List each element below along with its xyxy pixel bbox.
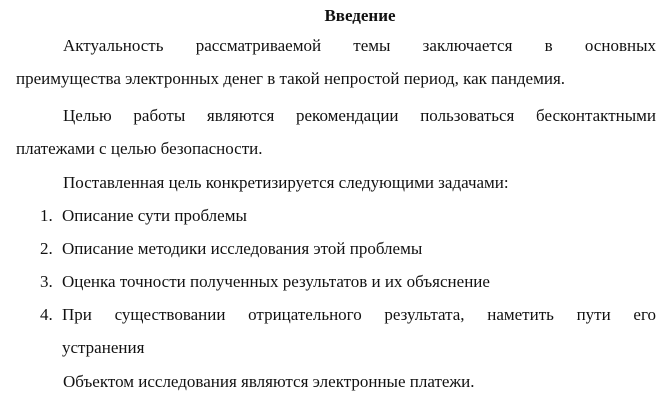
- list-item: [16, 265, 656, 298]
- list-item-number: 2.: [40, 239, 53, 258]
- tasks-list: [16, 199, 656, 364]
- paragraph-line: платежами с целью безопасности.: [16, 139, 263, 158]
- paragraph-line: Объектом исследования являются электронные платежи.: [63, 372, 475, 391]
- paragraph-relevance: [16, 29, 656, 95]
- list-item-text: При существовании отрицательного результата, наметить пути его: [62, 305, 656, 324]
- paragraph-line: Поставленная цель конкретизируется следующими задачами:: [63, 173, 509, 192]
- paragraph-line: преимущества электронных денег в такой непростой период, как пандемия.: [16, 69, 566, 88]
- paragraph-goal: [16, 99, 656, 165]
- list-item-text-continuation: устранения: [62, 338, 145, 357]
- paragraph-line: Актуальность рассматриваемой темы заключается в основных: [63, 36, 656, 55]
- list-item: [16, 199, 656, 232]
- paragraph-tasks-intro: [16, 166, 656, 199]
- list-item: [16, 298, 656, 364]
- paragraph-object: [16, 365, 656, 398]
- list-item: [16, 232, 656, 265]
- paragraph-line: Целью работы являются рекомендации пользоваться бесконтактными: [63, 106, 656, 125]
- list-item-number: 4.: [40, 305, 53, 324]
- list-item-text: Оценка точности полученных результатов и их объяснение: [62, 272, 490, 291]
- page-title: Введение: [324, 6, 396, 25]
- list-item-number: 1.: [40, 206, 53, 225]
- list-item-text: Описание сути проблемы: [62, 206, 247, 225]
- list-item-text: Описание методики исследования этой проблемы: [62, 239, 423, 258]
- list-item-number: 3.: [40, 272, 53, 291]
